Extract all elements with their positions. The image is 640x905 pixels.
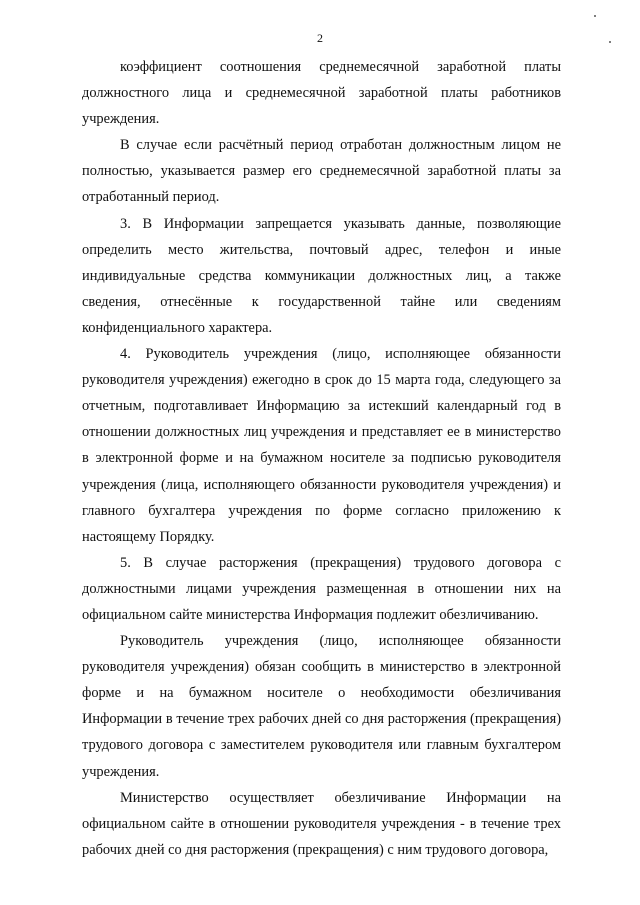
document-body [82, 54, 561, 863]
paragraph: коэффициент соотношения среднемесячной заработной платы должностного лица и среднемесячной заработной платы работников учреждения. [82, 59, 561, 128]
paragraph: Министерство осуществляет обезличивание Информации на официальном сайте в отношении руководителя учреждения - в течение трех рабочих дней со дня расторжения (прекращения) с ним трудового договора, [82, 789, 561, 858]
scan-speck [609, 41, 611, 43]
paragraph: 4. Руководитель учреждения (лицо, исполняющее обязанности руководителя учреждения) ежегодно в срок до 15 марта года, следующего за отчетным, подготавливает Информацию за истекший календарный год в отношении должностных лиц учреждения и представляет ее в министерство в электронной форме и на бумажном носителе за подписью руководителя учреждения (лица, исполняющего обязанности руководителя учреждения) и главного бухгалтера учреждения по форме согласно приложению к настоящему Порядку. [82, 346, 561, 545]
paragraph: В случае если расчётный период отработан должностным лицом не полностью, указывается размер его среднемесячной заработной платы за отработанный период. [82, 137, 561, 206]
paragraph: 3. В Информации запрещается указывать данные, позволяющие определить место жительства, почтовый адрес, телефон и иные индивидуальные средства коммуникации должностных лиц, а также сведения, отнесённые к государственной тайне или сведениям конфиденциального характера. [82, 215, 561, 336]
paragraph: 5. В случае расторжения (прекращения) трудового договора с должностными лицами учреждения размещенная в отношении них на официальном сайте министерства Информация подлежит обезличиванию. [82, 554, 561, 623]
page-number: 2 [317, 31, 323, 45]
paragraph: Руководитель учреждения (лицо, исполняющее обязанности руководителя учреждения) обязан сообщить в министерство в электронной форме и на бумажном носителе о необходимости обезличивания Информации в течение трех рабочих дней со дня расторжения (прекращения) трудового договора с заместителем руководителя или главным бухгалтером учреждения. [82, 633, 561, 780]
scan-speck [594, 15, 596, 17]
